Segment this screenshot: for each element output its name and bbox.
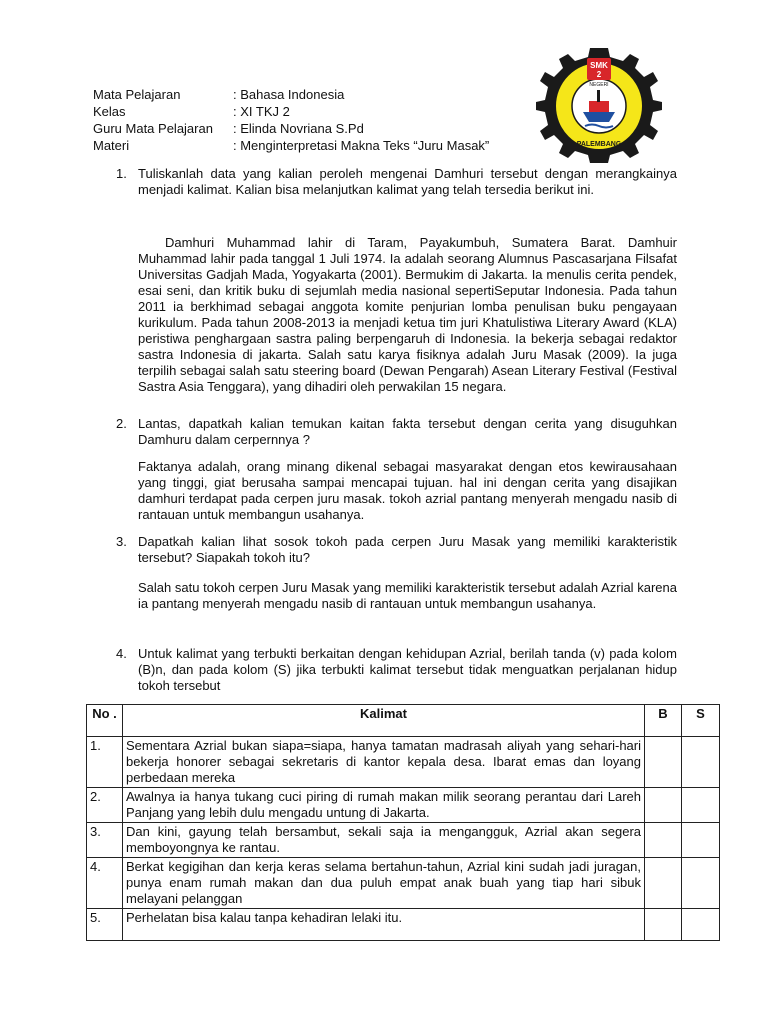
header-s: S: [682, 705, 720, 737]
kalimat-table: [86, 704, 720, 941]
header-value: : Menginterpretasi Makna Teks “Juru Masak”: [233, 138, 490, 153]
header-label: Guru Mata Pelajaran: [93, 121, 213, 136]
answer-1: Damhuri Muhammad lahir di Taram, Payakumbuh, Sumatera Barat. Damhuir Muhammad lahir pada tanggal 1 Juli 1974. Ia adalah seorang Alumnus Pascasarjana Filsafat Universitas Gadjah Mada, Yogyakarta (2001). Bermukim di Jakarta. Ia menulis cerita pendek, esai seni, dan kritik buku di sejumlah media nasional sepertiSeputar Indonesia. Pada tahun 2011 ia berkhimad sebagai anggota komite penjurian lomba penulisan buku pengayaan kurikulum. Pada tahun 2008-2013 ia menjadi ketua tim juri Khatulistiwa Literary Award (KLA) peristiwa penghargaan sastra paling berpengaruh di Indonesia. Ia bekerja sebagai redaktor sastra Indonesia di jakarta. Salah satu karya fisiknya adalah Juru Masak (2009). Ia juga terpilih sebagai salah satu steering board (Dewan Pengarah) Asean Literary Festival (Festival Sastra Asia Tenggara), yang dihadiri oleh perwakilan 15 negara.: [138, 235, 677, 394]
table-row: [87, 823, 720, 858]
answer-3: Salah satu tokoh cerpen Juru Masak yang memiliki karakteristik tersebut adalah Azrial karena ia pantang menyerah mengadu nasib di rantauan untuk membangun usahanya.: [138, 580, 677, 611]
row-number: 5.: [87, 909, 123, 941]
header-row-materi: [93, 138, 533, 155]
checkbox-s-cell[interactable]: [682, 823, 720, 858]
row-number: 4.: [87, 858, 123, 909]
header-row-mata-pelajaran: [93, 87, 533, 104]
logo-number: 2: [596, 70, 602, 79]
header-row-guru: [93, 121, 533, 138]
school-logo: [519, 46, 679, 164]
header-b: B: [645, 705, 682, 737]
checkbox-b-cell[interactable]: [645, 737, 682, 788]
answer-2: Faktanya adalah, orang minang dikenal sebagai masyarakat dengan etos kewirausahaan yang tinggi, giat berusaha sampai mencapai tujuan. hal ini dengan cerita yang disajikan damhuri terdapat pada cerpen juru masak. tokoh azrial pantang menyerah mengadu nasib di rantauan untuk membangun usahanya.: [138, 459, 677, 522]
row-kalimat: Sementara Azrial bukan siapa=siapa, hanya tamatan madrasah aliyah yang sehari-hari bekerja honorer sebagai sekretaris di kantor kepala desa. Ibarat emas dan loyang perbedaan mereka: [123, 737, 645, 788]
table-row: [87, 909, 720, 941]
row-number: 3.: [87, 823, 123, 858]
header-value: : Elinda Novriana S.Pd: [233, 121, 364, 136]
header-label: Materi: [93, 138, 130, 153]
question-4: [116, 646, 677, 694]
row-kalimat: Awalnya ia hanya tukang cuci piring di rumah makan milik seorang perantau dari Lareh Panjang yang lebih dulu mengadu untung di Jakarta.: [123, 788, 645, 823]
checkbox-b-cell[interactable]: [645, 788, 682, 823]
question-1: [116, 166, 677, 198]
question-number: 4.: [116, 646, 127, 661]
table-row: [87, 788, 720, 823]
header-row-kelas: [93, 104, 533, 121]
question-text: Untuk kalimat yang terbukti berkaitan dengan kehidupan Azrial, berilah tanda (v) pada kolom (B)n, dan pada kolom (S) jika terbukti kalimat tersebut tidak menguatkan perjalanan hidup tokoh tersebut: [138, 646, 677, 693]
checkbox-s-cell[interactable]: [682, 858, 720, 909]
question-text: Dapatkah kalian lihat sosok tokoh pada cerpen Juru Masak yang memiliki karakteristik tersebut? Siapakah tokoh itu?: [138, 534, 677, 565]
row-kalimat: Dan kini, gayung telah bersambut, sekali saja ia mengangguk, Azrial akan segera memboyongnya ke rantau.: [123, 823, 645, 858]
header-kalimat: Kalimat: [123, 705, 645, 737]
checkbox-s-cell[interactable]: [682, 788, 720, 823]
checkbox-b-cell[interactable]: [645, 909, 682, 941]
question-number: 3.: [116, 534, 127, 549]
table-row: [87, 737, 720, 788]
question-number: 1.: [116, 166, 127, 181]
table-row: [87, 858, 720, 909]
question-3: [116, 534, 677, 566]
header-label: Mata Pelajaran: [93, 87, 181, 102]
question-2: [116, 416, 677, 448]
logo-top-text: SMK: [590, 61, 608, 70]
question-text: Lantas, dapatkah kalian temukan kaitan fakta tersebut dengan cerita yang disuguhkan Damhuru dalam cerpernnya ?: [138, 416, 677, 447]
header-no: No .: [87, 705, 123, 737]
row-kalimat: Berkat kegigihan dan kerja keras selama bertahun-tahun, Azrial kini sudah jadi juragan, punya enam rumah makan dan dua puluh empat anak buah yang tiap hari sibuk melayani pelanggan: [123, 858, 645, 909]
checkbox-b-cell[interactable]: [645, 823, 682, 858]
checkbox-b-cell[interactable]: [645, 858, 682, 909]
row-number: 1.: [87, 737, 123, 788]
checkbox-s-cell[interactable]: [682, 909, 720, 941]
row-number: 2.: [87, 788, 123, 823]
question-text: Tuliskanlah data yang kalian peroleh mengenai Damhuri tersebut dengan merangkainya menjadi kalimat. Kalian bisa melanjutkan kalimat yang telah tersedia berikut ini.: [138, 166, 677, 197]
logo-ring-text: NEGERI: [589, 82, 609, 88]
checkbox-s-cell[interactable]: [682, 737, 720, 788]
question-number: 2.: [116, 416, 127, 431]
row-kalimat: Perhelatan bisa kalau tanpa kehadiran lelaki itu.: [123, 909, 645, 941]
document-header: [93, 87, 533, 155]
header-value: : Bahasa Indonesia: [233, 87, 345, 102]
logo-bottom-text: PALEMBANG: [576, 141, 622, 148]
header-label: Kelas: [93, 104, 126, 119]
table-header-row: [87, 705, 720, 737]
header-value: : XI TKJ 2: [233, 104, 290, 119]
